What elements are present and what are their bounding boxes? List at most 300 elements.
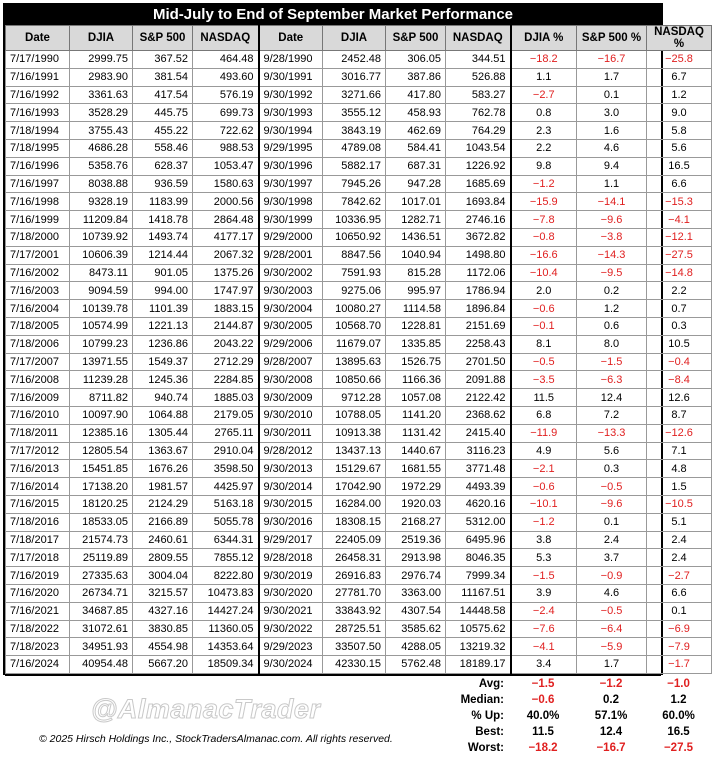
cell-nasdaq-pct: 1.5 bbox=[647, 478, 712, 496]
cell-sp500-pct: 0.1 bbox=[577, 513, 647, 531]
cell-end-date: 9/30/2004 bbox=[259, 300, 323, 318]
cell-end-sp500: 1972.29 bbox=[386, 478, 446, 496]
cell-start-sp500: 3004.04 bbox=[133, 567, 193, 585]
cell-end-date: 9/28/2018 bbox=[259, 549, 323, 567]
cell-end-djia: 11679.07 bbox=[323, 335, 386, 353]
cell-djia-pct: −0.8 bbox=[511, 228, 577, 246]
cell-sp500-pct: 3.0 bbox=[577, 104, 647, 122]
cell-start-date: 7/18/2023 bbox=[6, 638, 70, 656]
cell-end-nasdaq: 1786.94 bbox=[446, 282, 511, 300]
cell-start-date: 7/16/2013 bbox=[6, 460, 70, 478]
cell-sp500-pct: −9.5 bbox=[577, 264, 647, 282]
header-row bbox=[6, 26, 712, 51]
cell-start-date: 7/18/2000 bbox=[6, 228, 70, 246]
cell-start-date: 7/16/1999 bbox=[6, 211, 70, 229]
col-header-start-date: Date bbox=[6, 26, 70, 51]
cell-nasdaq-pct: −1.7 bbox=[647, 656, 712, 674]
cell-djia-pct: −0.6 bbox=[511, 478, 577, 496]
cell-nasdaq-pct: −0.4 bbox=[647, 353, 712, 371]
cell-start-nasdaq: 5055.78 bbox=[193, 513, 259, 531]
cell-start-date: 7/18/2006 bbox=[6, 335, 70, 353]
cell-end-nasdaq: 8046.35 bbox=[446, 549, 511, 567]
cell-end-nasdaq: 2701.50 bbox=[446, 353, 511, 371]
table-row bbox=[6, 656, 712, 674]
cell-start-date: 7/18/2011 bbox=[6, 424, 70, 442]
cell-end-nasdaq: 2415.40 bbox=[446, 424, 511, 442]
cell-start-djia: 11239.28 bbox=[70, 371, 133, 389]
cell-start-nasdaq: 2765.11 bbox=[193, 424, 259, 442]
cell-end-date: 9/29/1995 bbox=[259, 139, 323, 157]
cell-djia-pct: −16.6 bbox=[511, 246, 577, 264]
cell-start-nasdaq: 2144.87 bbox=[193, 317, 259, 335]
cell-end-nasdaq: 2258.43 bbox=[446, 335, 511, 353]
cell-end-djia: 33507.50 bbox=[323, 638, 386, 656]
cell-end-nasdaq: 1685.69 bbox=[446, 175, 511, 193]
cell-sp500-pct: −9.6 bbox=[577, 495, 647, 513]
cell-djia-pct: 2.0 bbox=[511, 282, 577, 300]
cell-end-nasdaq: 1172.06 bbox=[446, 264, 511, 282]
cell-end-sp500: 306.05 bbox=[386, 51, 446, 69]
cell-start-djia: 10574.99 bbox=[70, 317, 133, 335]
cell-end-date: 9/30/2014 bbox=[259, 478, 323, 496]
cell-start-date: 7/18/2005 bbox=[6, 317, 70, 335]
cell-sp500-pct: 8.0 bbox=[577, 335, 647, 353]
summary-value-nasdaq-pct: −27.5 bbox=[663, 741, 694, 754]
cell-djia-pct: −7.6 bbox=[511, 620, 577, 638]
cell-start-sp500: 2809.55 bbox=[133, 549, 193, 567]
cell-djia-pct: 9.8 bbox=[511, 157, 577, 175]
cell-end-nasdaq: 1498.80 bbox=[446, 246, 511, 264]
cell-start-date: 7/16/2002 bbox=[6, 264, 70, 282]
cell-start-djia: 34687.85 bbox=[70, 602, 133, 620]
cell-end-date: 9/30/1992 bbox=[259, 86, 323, 104]
cell-end-nasdaq: 2368.62 bbox=[446, 406, 511, 424]
cell-nasdaq-pct: 0.3 bbox=[647, 317, 712, 335]
cell-start-nasdaq: 1580.63 bbox=[193, 175, 259, 193]
cell-end-date: 9/30/2008 bbox=[259, 371, 323, 389]
cell-start-date: 7/16/2014 bbox=[6, 478, 70, 496]
cell-end-sp500: 1228.81 bbox=[386, 317, 446, 335]
cell-djia-pct: −3.5 bbox=[511, 371, 577, 389]
cell-end-djia: 13437.13 bbox=[323, 442, 386, 460]
table-row bbox=[6, 584, 712, 602]
cell-start-date: 7/16/2009 bbox=[6, 389, 70, 407]
cell-djia-pct: 3.4 bbox=[511, 656, 577, 674]
cell-start-djia: 2983.90 bbox=[70, 68, 133, 86]
cell-sp500-pct: −9.6 bbox=[577, 211, 647, 229]
cell-start-djia: 13971.55 bbox=[70, 353, 133, 371]
cell-start-sp500: 1418.78 bbox=[133, 211, 193, 229]
cell-djia-pct: 3.8 bbox=[511, 531, 577, 549]
cell-nasdaq-pct: −27.5 bbox=[647, 246, 712, 264]
cell-start-nasdaq: 2910.04 bbox=[193, 442, 259, 460]
cell-start-nasdaq: 11360.05 bbox=[193, 620, 259, 638]
cell-end-djia: 7945.26 bbox=[323, 175, 386, 193]
table-row bbox=[6, 620, 712, 638]
cell-djia-pct: 8.1 bbox=[511, 335, 577, 353]
cell-end-djia: 3555.12 bbox=[323, 104, 386, 122]
cell-start-date: 7/16/1992 bbox=[6, 86, 70, 104]
cell-end-sp500: 4307.54 bbox=[386, 602, 446, 620]
cell-end-date: 9/30/1994 bbox=[259, 122, 323, 140]
table-row bbox=[6, 478, 712, 496]
cell-end-date: 9/30/1991 bbox=[259, 68, 323, 86]
cell-end-djia: 28725.51 bbox=[323, 620, 386, 638]
summary-section bbox=[5, 674, 695, 760]
summary-value-djia-pct: 11.5 bbox=[532, 725, 554, 738]
cell-end-nasdaq: 3672.82 bbox=[446, 228, 511, 246]
cell-start-nasdaq: 722.62 bbox=[193, 122, 259, 140]
cell-start-sp500: 2166.89 bbox=[133, 513, 193, 531]
table-row bbox=[6, 406, 712, 424]
cell-end-sp500: 417.80 bbox=[386, 86, 446, 104]
cell-sp500-pct: 0.3 bbox=[577, 460, 647, 478]
cell-sp500-pct: 12.4 bbox=[577, 389, 647, 407]
cell-start-date: 7/16/2024 bbox=[6, 656, 70, 674]
table-row bbox=[6, 335, 712, 353]
cell-end-sp500: 1040.94 bbox=[386, 246, 446, 264]
cell-end-djia: 10650.92 bbox=[323, 228, 386, 246]
cell-djia-pct: 11.5 bbox=[511, 389, 577, 407]
cell-start-djia: 21574.73 bbox=[70, 531, 133, 549]
cell-start-nasdaq: 1053.47 bbox=[193, 157, 259, 175]
cell-djia-pct: 2.3 bbox=[511, 122, 577, 140]
cell-sp500-pct: 1.7 bbox=[577, 656, 647, 674]
cell-sp500-pct: −0.5 bbox=[577, 478, 647, 496]
cell-nasdaq-pct: 1.2 bbox=[647, 86, 712, 104]
col-header-end-sp500: S&P 500 bbox=[386, 26, 446, 51]
cell-djia-pct: −1.2 bbox=[511, 513, 577, 531]
cell-end-sp500: 2519.36 bbox=[386, 531, 446, 549]
summary-value-djia-pct: 40.0% bbox=[526, 709, 560, 722]
cell-start-nasdaq: 1375.26 bbox=[193, 264, 259, 282]
cell-nasdaq-pct: 0.1 bbox=[647, 602, 712, 620]
table-row bbox=[6, 193, 712, 211]
summary-value-djia-pct: −0.6 bbox=[531, 693, 555, 706]
summary-label: % Up: bbox=[471, 709, 505, 722]
cell-end-djia: 10568.70 bbox=[323, 317, 386, 335]
cell-sp500-pct: 1.2 bbox=[577, 300, 647, 318]
watermark-text: @AlmanacTrader bbox=[91, 693, 321, 724]
cell-sp500-pct: −6.3 bbox=[577, 371, 647, 389]
cell-end-nasdaq: 762.78 bbox=[446, 104, 511, 122]
cell-start-djia: 25119.89 bbox=[70, 549, 133, 567]
cell-start-djia: 18533.05 bbox=[70, 513, 133, 531]
cell-djia-pct: −1.2 bbox=[511, 175, 577, 193]
cell-end-djia: 9275.06 bbox=[323, 282, 386, 300]
cell-start-nasdaq: 8222.80 bbox=[193, 567, 259, 585]
table-row bbox=[6, 495, 712, 513]
summary-value-djia-pct: −1.5 bbox=[531, 677, 555, 690]
cell-nasdaq-pct: 2.4 bbox=[647, 531, 712, 549]
cell-sp500-pct: 0.6 bbox=[577, 317, 647, 335]
cell-end-date: 9/30/1993 bbox=[259, 104, 323, 122]
cell-sp500-pct: 0.1 bbox=[577, 86, 647, 104]
cell-end-date: 9/30/2019 bbox=[259, 567, 323, 585]
cell-start-sp500: 1214.44 bbox=[133, 246, 193, 264]
cell-end-sp500: 1440.67 bbox=[386, 442, 446, 460]
cell-start-djia: 26734.71 bbox=[70, 584, 133, 602]
cell-start-date: 7/16/1996 bbox=[6, 157, 70, 175]
table-row bbox=[6, 86, 712, 104]
table-row bbox=[6, 353, 712, 371]
cell-nasdaq-pct: −10.5 bbox=[647, 495, 712, 513]
cell-end-date: 9/30/2009 bbox=[259, 389, 323, 407]
cell-end-nasdaq: 4620.16 bbox=[446, 495, 511, 513]
cell-start-sp500: 1221.13 bbox=[133, 317, 193, 335]
cell-end-djia: 10913.38 bbox=[323, 424, 386, 442]
summary-value-sp500-pct: 0.2 bbox=[603, 693, 620, 706]
cell-end-nasdaq: 1896.84 bbox=[446, 300, 511, 318]
cell-djia-pct: −10.4 bbox=[511, 264, 577, 282]
table-row bbox=[6, 228, 712, 246]
cell-djia-pct: −7.8 bbox=[511, 211, 577, 229]
cell-start-sp500: 1981.57 bbox=[133, 478, 193, 496]
cell-end-date: 9/30/2005 bbox=[259, 317, 323, 335]
cell-start-date: 7/16/1991 bbox=[6, 68, 70, 86]
cell-end-sp500: 947.28 bbox=[386, 175, 446, 193]
cell-start-sp500: 367.52 bbox=[133, 51, 193, 69]
cell-start-djia: 3361.63 bbox=[70, 86, 133, 104]
cell-end-sp500: 1166.36 bbox=[386, 371, 446, 389]
cell-end-nasdaq: 13219.32 bbox=[446, 638, 511, 656]
cell-end-sp500: 458.93 bbox=[386, 104, 446, 122]
cell-sp500-pct: 1.1 bbox=[577, 175, 647, 193]
cell-end-nasdaq: 7999.34 bbox=[446, 567, 511, 585]
cell-end-nasdaq: 583.27 bbox=[446, 86, 511, 104]
cell-nasdaq-pct: 5.1 bbox=[647, 513, 712, 531]
cell-sp500-pct: 3.7 bbox=[577, 549, 647, 567]
cell-end-nasdaq: 18189.17 bbox=[446, 656, 511, 674]
table-row bbox=[6, 122, 712, 140]
table-row bbox=[6, 638, 712, 656]
cell-start-date: 7/18/2022 bbox=[6, 620, 70, 638]
cell-end-nasdaq: 526.88 bbox=[446, 68, 511, 86]
cell-start-sp500: 901.05 bbox=[133, 264, 193, 282]
summary-value-nasdaq-pct: 1.2 bbox=[670, 693, 687, 706]
cell-start-nasdaq: 18509.34 bbox=[193, 656, 259, 674]
table-row bbox=[6, 157, 712, 175]
cell-end-sp500: 5762.48 bbox=[386, 656, 446, 674]
cell-start-sp500: 455.22 bbox=[133, 122, 193, 140]
cell-start-sp500: 2460.61 bbox=[133, 531, 193, 549]
cell-end-djia: 8847.56 bbox=[323, 246, 386, 264]
cell-end-sp500: 584.41 bbox=[386, 139, 446, 157]
cell-end-nasdaq: 2746.16 bbox=[446, 211, 511, 229]
cell-start-djia: 17138.20 bbox=[70, 478, 133, 496]
cell-end-date: 9/30/2003 bbox=[259, 282, 323, 300]
table-row bbox=[6, 68, 712, 86]
cell-start-nasdaq: 1885.03 bbox=[193, 389, 259, 407]
cell-start-djia: 18120.25 bbox=[70, 495, 133, 513]
cell-nasdaq-pct: −25.8 bbox=[647, 51, 712, 69]
cell-end-date: 9/30/2020 bbox=[259, 584, 323, 602]
cell-start-djia: 5358.76 bbox=[70, 157, 133, 175]
col-header-sp500-pct: S&P 500 % bbox=[577, 26, 647, 51]
cell-djia-pct: 1.1 bbox=[511, 68, 577, 86]
cell-sp500-pct: 5.6 bbox=[577, 442, 647, 460]
table-row bbox=[6, 211, 712, 229]
col-header-end-nasdaq: NASDAQ bbox=[446, 26, 511, 51]
cell-end-date: 9/29/2023 bbox=[259, 638, 323, 656]
cell-start-djia: 12385.16 bbox=[70, 424, 133, 442]
cell-start-date: 7/16/2019 bbox=[6, 567, 70, 585]
cell-start-date: 7/17/2007 bbox=[6, 353, 70, 371]
cell-end-djia: 22405.09 bbox=[323, 531, 386, 549]
cell-end-djia: 13895.63 bbox=[323, 353, 386, 371]
cell-djia-pct: −2.1 bbox=[511, 460, 577, 478]
cell-start-sp500: 4554.98 bbox=[133, 638, 193, 656]
cell-end-sp500: 3585.62 bbox=[386, 620, 446, 638]
cell-end-djia: 10788.05 bbox=[323, 406, 386, 424]
cell-djia-pct: 6.8 bbox=[511, 406, 577, 424]
cell-start-nasdaq: 14353.64 bbox=[193, 638, 259, 656]
cell-nasdaq-pct: −2.7 bbox=[647, 567, 712, 585]
cell-sp500-pct: −14.1 bbox=[577, 193, 647, 211]
cell-end-sp500: 1436.51 bbox=[386, 228, 446, 246]
summary-label: Avg: bbox=[478, 677, 505, 690]
cell-start-date: 7/18/1994 bbox=[6, 122, 70, 140]
cell-end-djia: 26458.31 bbox=[323, 549, 386, 567]
cell-end-nasdaq: 764.29 bbox=[446, 122, 511, 140]
cell-djia-pct: 0.8 bbox=[511, 104, 577, 122]
cell-end-date: 9/30/2016 bbox=[259, 513, 323, 531]
cell-start-djia: 10139.78 bbox=[70, 300, 133, 318]
cell-nasdaq-pct: 5.8 bbox=[647, 122, 712, 140]
cell-end-date: 9/30/2011 bbox=[259, 424, 323, 442]
cell-start-djia: 2999.75 bbox=[70, 51, 133, 69]
cell-sp500-pct: −13.3 bbox=[577, 424, 647, 442]
cell-start-djia: 10799.23 bbox=[70, 335, 133, 353]
cell-start-sp500: 940.74 bbox=[133, 389, 193, 407]
cell-nasdaq-pct: 5.6 bbox=[647, 139, 712, 157]
table-row bbox=[6, 549, 712, 567]
cell-start-sp500: 1676.26 bbox=[133, 460, 193, 478]
cell-nasdaq-pct: 0.7 bbox=[647, 300, 712, 318]
cell-nasdaq-pct: −14.8 bbox=[647, 264, 712, 282]
cell-start-nasdaq: 4177.17 bbox=[193, 228, 259, 246]
cell-start-nasdaq: 4425.97 bbox=[193, 478, 259, 496]
cell-nasdaq-pct: −12.6 bbox=[647, 424, 712, 442]
cell-end-sp500: 1681.55 bbox=[386, 460, 446, 478]
cell-start-sp500: 1305.44 bbox=[133, 424, 193, 442]
col-header-end-date: Date bbox=[259, 26, 323, 51]
summary-value-nasdaq-pct: −1.0 bbox=[667, 677, 690, 690]
cell-start-date: 7/18/2016 bbox=[6, 513, 70, 531]
cell-end-djia: 2452.48 bbox=[323, 51, 386, 69]
cell-end-djia: 3271.66 bbox=[323, 86, 386, 104]
summary-value-sp500-pct: −16.7 bbox=[596, 741, 626, 754]
cell-start-sp500: 936.59 bbox=[133, 175, 193, 193]
cell-nasdaq-pct: 2.4 bbox=[647, 549, 712, 567]
cell-start-sp500: 1064.88 bbox=[133, 406, 193, 424]
table-row bbox=[6, 371, 712, 389]
cell-start-sp500: 628.37 bbox=[133, 157, 193, 175]
cell-start-nasdaq: 10473.83 bbox=[193, 584, 259, 602]
cell-start-date: 7/17/2001 bbox=[6, 246, 70, 264]
cell-nasdaq-pct: 7.1 bbox=[647, 442, 712, 460]
cell-end-date: 9/30/1998 bbox=[259, 193, 323, 211]
cell-start-date: 7/16/2003 bbox=[6, 282, 70, 300]
col-header-end-djia: DJIA bbox=[323, 26, 386, 51]
cell-end-sp500: 1114.58 bbox=[386, 300, 446, 318]
cell-sp500-pct: 1.7 bbox=[577, 68, 647, 86]
cell-start-date: 7/17/2012 bbox=[6, 442, 70, 460]
cell-end-date: 9/30/1996 bbox=[259, 157, 323, 175]
table-row bbox=[6, 51, 712, 69]
cell-start-djia: 11209.84 bbox=[70, 211, 133, 229]
cell-end-date: 9/28/2012 bbox=[259, 442, 323, 460]
table-row bbox=[6, 602, 712, 620]
cell-start-sp500: 1363.67 bbox=[133, 442, 193, 460]
cell-djia-pct: −10.1 bbox=[511, 495, 577, 513]
cell-sp500-pct: 0.2 bbox=[577, 282, 647, 300]
col-header-start-nasdaq: NASDAQ bbox=[193, 26, 259, 51]
cell-sp500-pct: 4.6 bbox=[577, 584, 647, 602]
cell-end-djia: 17042.90 bbox=[323, 478, 386, 496]
cell-start-nasdaq: 2043.22 bbox=[193, 335, 259, 353]
col-header-nasdaq-pct: NASDAQ % bbox=[647, 26, 712, 51]
cell-nasdaq-pct: 6.7 bbox=[647, 68, 712, 86]
summary-label: Best: bbox=[475, 725, 505, 738]
cell-start-sp500: 558.46 bbox=[133, 139, 193, 157]
cell-end-djia: 7591.93 bbox=[323, 264, 386, 282]
cell-start-sp500: 2124.29 bbox=[133, 495, 193, 513]
cell-djia-pct: 2.2 bbox=[511, 139, 577, 157]
cell-djia-pct: −15.9 bbox=[511, 193, 577, 211]
cell-end-sp500: 815.28 bbox=[386, 264, 446, 282]
cell-end-date: 9/30/2010 bbox=[259, 406, 323, 424]
cell-start-nasdaq: 2864.48 bbox=[193, 211, 259, 229]
cell-start-sp500: 1236.86 bbox=[133, 335, 193, 353]
cell-start-djia: 3755.43 bbox=[70, 122, 133, 140]
cell-djia-pct: −2.4 bbox=[511, 602, 577, 620]
cell-start-date: 7/16/2015 bbox=[6, 495, 70, 513]
cell-end-nasdaq: 2091.88 bbox=[446, 371, 511, 389]
cell-start-nasdaq: 464.48 bbox=[193, 51, 259, 69]
cell-djia-pct: −18.2 bbox=[511, 51, 577, 69]
cell-sp500-pct: −14.3 bbox=[577, 246, 647, 264]
table-row bbox=[6, 104, 712, 122]
table-row bbox=[6, 300, 712, 318]
cell-start-nasdaq: 5163.18 bbox=[193, 495, 259, 513]
cell-end-date: 9/30/2022 bbox=[259, 620, 323, 638]
cell-start-djia: 8711.82 bbox=[70, 389, 133, 407]
cell-end-nasdaq: 4493.39 bbox=[446, 478, 511, 496]
cell-start-nasdaq: 2284.85 bbox=[193, 371, 259, 389]
cell-sp500-pct: −1.5 bbox=[577, 353, 647, 371]
cell-start-djia: 3528.29 bbox=[70, 104, 133, 122]
copyright-notice: © 2025 Hirsch Holdings Inc., StockTradersAlmanac.com. All rights reserved. bbox=[39, 732, 393, 745]
col-header-start-djia: DJIA bbox=[70, 26, 133, 51]
cell-end-sp500: 1282.71 bbox=[386, 211, 446, 229]
cell-start-nasdaq: 6344.31 bbox=[193, 531, 259, 549]
cell-end-djia: 42330.15 bbox=[323, 656, 386, 674]
cell-end-nasdaq: 14448.58 bbox=[446, 602, 511, 620]
cell-end-djia: 16284.00 bbox=[323, 495, 386, 513]
cell-start-djia: 10739.92 bbox=[70, 228, 133, 246]
cell-end-djia: 33843.92 bbox=[323, 602, 386, 620]
cell-nasdaq-pct: −15.3 bbox=[647, 193, 712, 211]
cell-sp500-pct: 2.4 bbox=[577, 531, 647, 549]
cell-start-date: 7/18/1995 bbox=[6, 139, 70, 157]
cell-djia-pct: −0.6 bbox=[511, 300, 577, 318]
cell-end-date: 9/28/2001 bbox=[259, 246, 323, 264]
cell-start-date: 7/18/2017 bbox=[6, 531, 70, 549]
table-row bbox=[6, 264, 712, 282]
summary-label: Median: bbox=[460, 693, 505, 706]
cell-sp500-pct: −3.8 bbox=[577, 228, 647, 246]
